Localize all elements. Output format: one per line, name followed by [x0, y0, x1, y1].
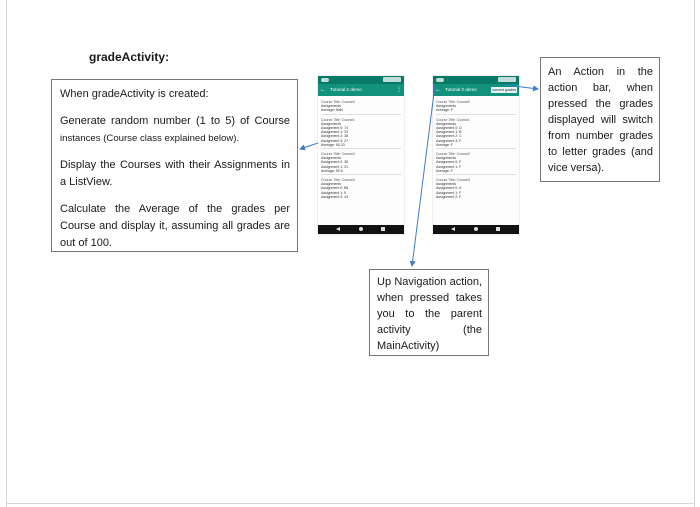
list-item: Assignment 2: 38: [321, 134, 349, 139]
list-item: Assignment 3: F: [436, 138, 462, 143]
list-item: Assignments: [321, 182, 342, 187]
list-item: Average: F: [436, 142, 454, 147]
creation-intro: When gradeActivity is created:: [60, 88, 209, 100]
list-item: Course Title: Course2: [436, 152, 470, 157]
arrow-to-bottom-box: [412, 85, 435, 266]
display-courses-text: Display the Courses with their Assignments in a ListView.: [60, 159, 290, 188]
list-item: Assignment 1: F: [436, 190, 462, 195]
generate-courses-text: Generate random number (1 to 5) of Course instances (Course class explained below).: [60, 115, 290, 144]
list-item: Average: 50.5: [321, 168, 343, 173]
list-item: Assignments: [436, 121, 457, 126]
convert-grades-button[interactable]: convert grades: [492, 88, 516, 92]
list-item: Assignment 1: F: [436, 164, 462, 169]
list-item: Average: NaN: [321, 108, 343, 113]
list-item: Assignments: [436, 104, 457, 109]
list-item: Assignment 1: B: [436, 130, 462, 135]
app-title: Tutorial 2 demo: [445, 87, 477, 92]
list-item: Assignment 2: 43: [321, 194, 349, 199]
section-heading: gradeActivity:: [89, 50, 170, 64]
list-item: Course Title: Course1: [436, 117, 470, 122]
up-navigation-note: Up Navigation action, when pressed takes you to the parent activity (the MainActivity): [377, 276, 482, 352]
app-title: Tutorial 2 demo: [330, 87, 362, 92]
list-item: Assignment 0: 38: [321, 160, 349, 165]
course-class-note: instances (Course class explained below).: [60, 133, 240, 144]
list-item: Course Title: Course3: [436, 178, 470, 183]
list-item: Assignment 2: C: [436, 134, 462, 139]
list-item: Assignment 0: 74: [321, 126, 349, 131]
list-item: Assignment 1: 31: [321, 164, 349, 169]
list-item: Assignments: [321, 104, 342, 109]
list-item: Assignment 0: 88: [321, 186, 349, 191]
list-item: Assignment 2: F: [436, 194, 462, 199]
list-item: Average: 50.33: [321, 142, 345, 147]
list-item: Course Title: Course1: [321, 117, 355, 122]
list-item: Assignment 3: 27: [321, 138, 349, 143]
list-item: Assignment 0: D: [436, 126, 462, 131]
average-text: Calculate the Average of the grades per Course and display it, assuming all grades are out of 100.: [60, 203, 290, 249]
arrow-to-right-box: [506, 85, 538, 89]
list-item: Course Title: Course0: [436, 100, 470, 104]
arrow-to-left-box: [300, 143, 318, 149]
list-item: Assignments: [321, 156, 342, 161]
action-bar-note: An Action in the action bar, when pressed the grades displayed will switch from number grades to letter grades (and vice versa).: [548, 66, 653, 174]
list-item: Assignment 1: 33: [321, 130, 349, 135]
back-arrow-icon[interactable]: ←: [320, 87, 326, 93]
list-item: Course Title: Course2: [321, 152, 355, 157]
list-item: Assignments: [321, 121, 342, 126]
overflow-menu-icon[interactable]: ⋮: [396, 87, 402, 93]
list-item: Assignments: [436, 182, 457, 187]
list-item: Average: F: [436, 168, 454, 173]
list-item: Assignment 0: F: [436, 160, 462, 165]
list-item: Assignment 0: A: [436, 186, 462, 191]
back-arrow-icon[interactable]: ←: [435, 87, 441, 93]
list-item: Assignment 1: 5: [321, 190, 347, 195]
list-item: Course Title: Course3: [321, 178, 355, 183]
list-item: Course Title: Course0: [321, 100, 355, 104]
list-item: Average: F: [436, 108, 454, 113]
list-item: Assignments: [436, 156, 457, 161]
